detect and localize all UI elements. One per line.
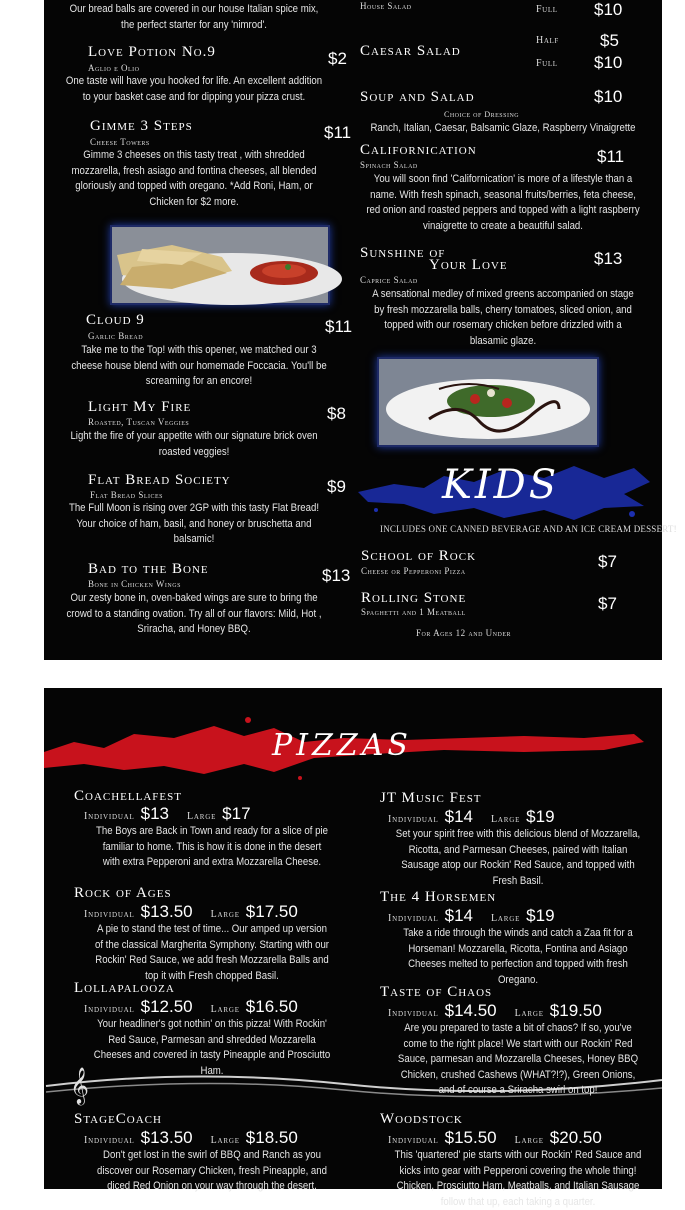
large-label: Large: [514, 1008, 544, 1019]
large-label: Large: [186, 811, 217, 822]
pizza-description: The Boys are Back in Town and ready for a slice of pie familiar to home. This is how it is done in the desert with extra Pepperoni and extra Mozzarella Cheese.: [96, 825, 328, 869]
kids-item-price: $7: [598, 552, 617, 571]
item-price: $8: [327, 404, 346, 423]
individual-label: Individual: [388, 1135, 439, 1146]
kids-item-title: Rolling Stone: [361, 590, 467, 606]
dressing-list: Ranch, Italian, Caesar, Balsamic Glaze, Raspberry Vinaigrette: [370, 122, 636, 134]
individual-label: Individual: [388, 1008, 439, 1019]
caesar-salad-title: Caesar Salad: [360, 43, 461, 59]
kids-item-title: School of Rock: [361, 548, 477, 564]
californication-title: Californication: [360, 142, 477, 158]
individual-price: $13: [140, 804, 169, 823]
pizza-item: [374, 984, 662, 1099]
appetizer-photo: [110, 225, 330, 305]
pizzas-panel: [44, 688, 662, 1208]
large-price: $16.50: [245, 997, 298, 1016]
caesar-half-label: Half: [536, 35, 559, 46]
svg-text:𝄞: 𝄞: [70, 1066, 89, 1104]
individual-label: Individual: [84, 811, 135, 822]
pizza-item: [374, 1111, 662, 1210]
pizza-description: Don't get lost in the swirl of BBQ and Ranch as you discover our Rosemary Chicken, fresh Pineapple, and diced Red Onion on your way through the desert.: [97, 1149, 327, 1193]
individual-price: $13.50: [140, 1128, 193, 1147]
pizza-title: JT Music Fest: [380, 790, 482, 806]
individual-price: $14.50: [444, 1001, 497, 1020]
pizza-title: Lollapalooza: [74, 980, 175, 996]
kids-age-note: For Ages 12 and Under: [416, 628, 512, 638]
pizza-description: Set your spirit free with this delicious blend of Mozzarella, Ricotta, and Parmesan Cheeses, paired with Italian Sausage atop our Rockin' Red Sauce, and topped with Fresh Basil.: [395, 828, 641, 887]
large-price: $17: [222, 804, 251, 823]
house-salad-subtitle: House Salad: [360, 1, 412, 11]
pizza-title: Woodstock: [380, 1111, 463, 1127]
item-subtitle: Cheese Towers: [90, 137, 150, 147]
californication-price: $11: [597, 147, 625, 166]
large-price: $20.50: [549, 1128, 602, 1147]
item-title: Gimme 3 Steps: [90, 118, 193, 134]
large-label: Large: [210, 909, 240, 920]
item-description: Take me to the Top! with this opener, we matched our 3 cheese house blend with our homemade Foccacia. You'll be screaming for an encore!: [71, 344, 327, 388]
pizza-title: Rock of Ages: [74, 885, 172, 901]
kids-note: INCLUDES ONE CANNED BEVERAGE AND AN ICE CREAM DESSERT!: [380, 524, 677, 534]
individual-label: Individual: [388, 814, 439, 825]
item-subtitle: Flat Bread Slices: [90, 490, 164, 500]
pizza-description: Your headliner's got nothin' on this pizza! With Rockin' Red Sauce, Parmesan and shredded Mozzarella Cheeses and covered in tasty Pineapple and Prosciutto Ham.: [93, 1018, 331, 1077]
pizza-title: The 4 Horsemen: [380, 889, 497, 905]
pizza-title: StageCoach: [74, 1111, 162, 1127]
individual-price: $14: [444, 807, 473, 826]
sunshine-title-line1: Sunshine of: [360, 245, 446, 261]
pizza-description: This 'quartered' pie starts with our Rockin' Red Sauce and kicks into gear with Pepperoni covering the whole thing! Chicken, Prosciutto Ham, Meatballs, and Italian Sausage follow that up, each taking a quarter.: [394, 1149, 642, 1208]
pizza-description: Are you prepared to taste a bit of chaos? If so, you've come to the right place! We start with our Rockin' Red Sauce, parmesan and Mozzarella Cheeses, Honey BBQ Chicken, crushed Cashews (WHAT?!?), Green Onions, and of course a Sriracha swirl on top!: [397, 1022, 639, 1097]
large-price: $19.50: [549, 1001, 602, 1020]
item-price: $13: [322, 566, 351, 585]
sunshine-description: A sensational medley of mixed greens accompanied on stage by fresh mozzarella balls, cherry tomatoes, sliced onion, and topped with our rosemary chicken before drizzled with a blasamic glaze.: [372, 288, 634, 347]
individual-label: Individual: [84, 1135, 135, 1146]
item-title: Light My Fire: [88, 399, 192, 415]
pizza-description: Take a ride through the winds and catch a Zaa fit for a Horseman! Mozzarella, Ricotta, Fontina and Asiago Cheeses melted to perfection and topped with fresh Oregano.: [403, 927, 633, 986]
sunshine-price: $13: [594, 249, 623, 268]
item-price: $11: [325, 317, 353, 336]
kids-item-subtitle: Spaghetti and 1 Meatball: [361, 607, 466, 617]
large-label: Large: [490, 814, 521, 825]
pizza-item: [374, 889, 662, 988]
sunshine-title-line2: Your Love: [429, 257, 508, 273]
soup-salad-subtitle: Choice of Dressing: [444, 110, 520, 119]
item-title: Flat Bread Society: [88, 472, 231, 488]
individual-price: $15.50: [444, 1128, 497, 1147]
individual-label: Individual: [388, 913, 439, 924]
item-description: Light the fire of your appetite with our signature brick oven roasted veggies!: [70, 430, 318, 458]
pizzas-heading: PIZZAS: [272, 728, 412, 763]
salad-photo: [377, 357, 599, 447]
individual-label: Individual: [84, 1004, 135, 1015]
sunshine-subtitle: Caprice Salad: [360, 275, 418, 285]
item-description: The Full Moon is rising over 2GP with this tasty Flat Bread! Your choice of ham, basil, and honey or bruschetta and balsamic!: [68, 502, 320, 546]
kids-item-subtitle: Cheese or Pepperoni Pizza: [361, 566, 466, 576]
house-salad-price: $10: [594, 0, 623, 19]
item-title: Cloud 9: [86, 312, 145, 328]
individual-price: $12.50: [140, 997, 193, 1016]
large-price: $18.50: [245, 1128, 298, 1147]
caesar-half-price: $5: [600, 31, 619, 50]
large-price: $19: [526, 807, 555, 826]
soup-salad-price: $10: [594, 87, 623, 106]
kids-item-price: $7: [598, 594, 617, 613]
house-salad-size: Full: [536, 4, 558, 15]
californication-subtitle: Spinach Salad: [360, 160, 418, 170]
bread-balls-description: Our bread balls are covered in our house Italian spice mix, the perfect starter for any 'nimrod'.: [69, 3, 319, 31]
item-price: $2: [328, 49, 347, 68]
item-price: $11: [324, 123, 352, 142]
appetizers-salads-panel: [44, 0, 677, 660]
caesar-full-price: $10: [594, 53, 623, 72]
item-description: Our zesty bone in, oven-baked wings are sure to bring the crowd to a standing ovation. Try all of our flavors: Mild, Hot , Sriracha, and Honey BBQ.: [66, 592, 322, 636]
pizza-item: [74, 788, 350, 871]
pizza-item: [74, 885, 350, 984]
item-title: Love Potion No.9: [88, 44, 216, 60]
item-subtitle: Aglio e Olio: [88, 63, 140, 73]
item-price: $9: [327, 477, 346, 496]
item-description: Gimme 3 cheeses on this tasty treat , with shredded mozzarella, fresh asiago and fontina cheeses, all blended gloriously and topped with oregano. *Add Roni, Ham, or Chicken for $2 more.: [71, 149, 317, 208]
large-price: $17.50: [245, 902, 298, 921]
pizza-item: [74, 1111, 350, 1195]
item-subtitle: Roasted, Tuscan Veggies: [88, 417, 190, 427]
caesar-full-label: Full: [536, 58, 558, 69]
kids-heading: KIDS: [442, 462, 560, 508]
soup-salad-title: Soup and Salad: [360, 89, 475, 105]
item-subtitle: Garlic Bread: [88, 331, 144, 341]
pizza-item: [74, 980, 350, 1079]
large-label: Large: [210, 1004, 240, 1015]
pizza-description: A pie to stand the test of time... Our amped up version of the classical Margherita Symphony. Starting with our Rockin' Red Sauce, we add fresh Mozzarella Balls and top it with Fresh chopped Basil.: [94, 923, 330, 982]
individual-label: Individual: [84, 909, 135, 920]
pizza-title: Coachellafest: [74, 788, 182, 804]
individual-price: $14: [444, 906, 473, 925]
item-title: Bad to the Bone: [88, 561, 209, 577]
large-label: Large: [514, 1135, 544, 1146]
item-subtitle: Bone in Chicken Wings: [88, 579, 181, 589]
individual-price: $13.50: [140, 902, 193, 921]
item-description: One taste will have you hooked for life. An excellent addition to your basket case and for dipping your pizza crust.: [65, 75, 323, 103]
pizza-title: Taste of Chaos: [380, 984, 493, 1000]
californication-description: You will soon find 'Californication' is more of a lifestyle than a name. With fresh spinach, seasonal fruits/berries, feta cheese, red onion and roasted peppers and topped with a light raspberry vinaigrette to create a beautiful salad.: [366, 173, 640, 232]
pizza-item: [374, 790, 662, 889]
large-price: $19: [526, 906, 555, 925]
large-label: Large: [210, 1135, 240, 1146]
large-label: Large: [490, 913, 521, 924]
